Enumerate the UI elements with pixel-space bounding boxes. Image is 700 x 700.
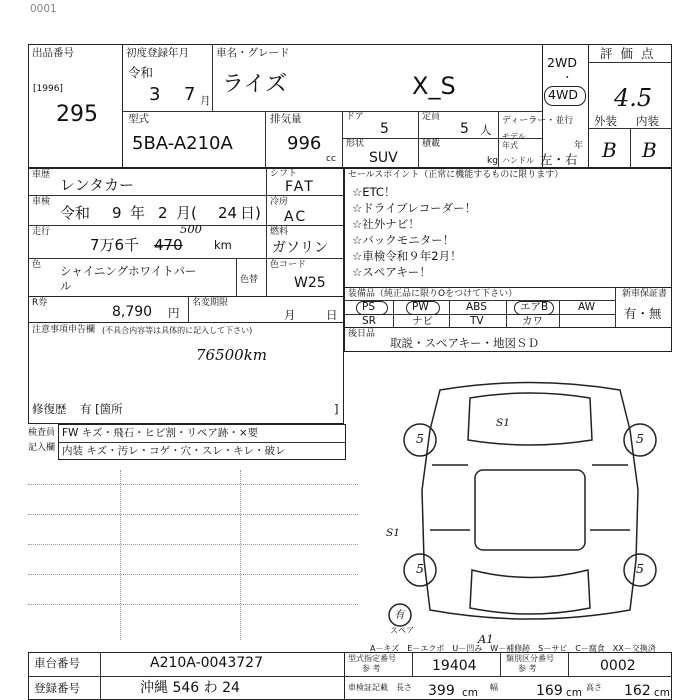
width-unit: cm xyxy=(566,687,583,699)
class-number-label2: 参 考 xyxy=(518,664,537,673)
length-value: 399 xyxy=(428,683,455,699)
repair-label: 修復歴 xyxy=(32,402,67,416)
equip-ps: PS xyxy=(362,301,375,313)
ext-score: B xyxy=(602,138,617,162)
mileage-corrected: 500 xyxy=(180,222,202,236)
sales-point-2: ☆ドライブレコーダー！ xyxy=(352,201,477,215)
height-label: 高さ xyxy=(586,683,602,692)
model-value: 5BA-A210A xyxy=(132,133,233,154)
car-diagram xyxy=(380,370,680,650)
repair-bracket: ] xyxy=(334,402,339,416)
ac-label: 冷房 xyxy=(270,197,289,207)
damage-legend: A－キズ E－エクボ U－凹み W－補修跡 S－サビ C－腐食 XX－交換済 xyxy=(370,644,656,653)
name-change-label: 名変期限 xyxy=(192,298,229,308)
first-reg-year: 3 xyxy=(149,84,161,105)
sales-point-5: ☆車検令和９年2月！ xyxy=(352,249,462,263)
inspection-month: 2 xyxy=(158,204,168,222)
doors-label: ドア xyxy=(346,112,364,122)
equip-tv: TV xyxy=(470,315,484,327)
inspector-row-1: FW キズ・飛石・ヒビ割・リペア跡・×要 xyxy=(62,427,259,439)
ac-value: AC xyxy=(284,209,308,225)
registration-value: 沖縄 546 わ 24 xyxy=(140,680,240,696)
spare-yes: 有 xyxy=(394,609,405,621)
equip-airbag: エアB xyxy=(520,301,549,313)
equipment-label: 装備品（純正品に限りOをつけて下さい） xyxy=(348,289,518,299)
capacity-value: 5 xyxy=(460,121,469,137)
equip-sr: SR xyxy=(362,315,376,327)
type-designation-value: 19404 xyxy=(432,658,477,674)
fuel-value: ガソリン xyxy=(272,240,328,256)
mileage-unit: km xyxy=(214,238,232,252)
mark-side-s1: S1 xyxy=(386,527,400,539)
car-grade: X_S xyxy=(412,72,456,100)
score-label: 評 価 点 xyxy=(600,46,656,61)
notes-sub: (不具合内容等は具体的に記入して下さい) xyxy=(102,326,253,335)
class-number-label1: 類別区分番号 xyxy=(506,654,554,663)
history-value: レンタカー xyxy=(60,176,135,194)
car-name-label: 車名・グレード xyxy=(216,47,290,59)
handle-value: 左・右 xyxy=(540,152,578,167)
tire-rear-right: 5 xyxy=(636,561,644,576)
displacement-unit: cc xyxy=(326,154,336,164)
type-designation-label2: 参 考 xyxy=(362,664,381,673)
height-value: 162 xyxy=(624,683,651,699)
chassis-value: A210A-0043727 xyxy=(150,655,263,671)
score-value: 4.5 xyxy=(614,84,653,112)
length-unit: cm xyxy=(462,687,479,699)
lot-label: 出品番号 xyxy=(32,47,74,59)
warranty-value: 有・無 xyxy=(624,306,662,321)
first-reg-month-unit: 月 xyxy=(200,95,211,107)
displacement-label: 排気量 xyxy=(270,113,302,125)
equip-abs: ABS xyxy=(466,301,487,313)
type-designation-label1: 型式指定番号 xyxy=(348,654,396,663)
sales-point-3: ☆社外ナビ！ xyxy=(352,217,420,231)
height-unit: cm xyxy=(654,687,671,699)
first-reg-era: 令和 xyxy=(128,65,154,80)
dealer-label: ディーラー・並行 xyxy=(502,116,574,126)
shape-label: 形状 xyxy=(346,139,365,149)
repair-value: 有 [箇所 xyxy=(80,402,123,416)
car-name: ライズ xyxy=(222,72,288,97)
chassis-label: 車台番号 xyxy=(34,656,80,670)
color-value-2: ル xyxy=(60,279,72,293)
color-change-label: 色替 xyxy=(240,275,259,285)
recycle-label: R券 xyxy=(32,298,48,308)
color-value-1: シャイニングホワイトパー xyxy=(60,264,197,278)
inspection-label: 車検 xyxy=(32,197,51,207)
warranty-label: 新車保証書 xyxy=(622,289,668,299)
inspection-year-unit: 年 xyxy=(130,204,146,222)
after-value: 取説・スペアキー・地図ＳＤ xyxy=(390,336,540,350)
inspection-year: 9 xyxy=(112,204,122,222)
tire-front-right: 5 xyxy=(636,431,644,446)
sheet-mark: 0001 xyxy=(30,3,57,15)
sales-points-label: セールスポイント（正常に機能するものに限ります） xyxy=(348,170,564,180)
equip-pw: PW xyxy=(412,301,429,313)
displacement-value: 996 xyxy=(287,133,322,154)
lot-year: [1996] xyxy=(33,84,63,94)
equip-leather: カワ xyxy=(522,315,543,327)
sales-point-1: ☆ETC！ xyxy=(352,185,396,199)
capacity-label: 定員 xyxy=(422,112,441,122)
load-unit: kg xyxy=(487,156,498,166)
notes-label: 注意事項申告欄 xyxy=(32,325,96,335)
load-label: 積載 xyxy=(422,139,441,149)
int-label: 内装 xyxy=(636,114,659,128)
mark-front-s1: S1 xyxy=(496,417,510,429)
inspector-row-2: 内装 キズ・汚レ・コゲ・穴・スレ・キレ・破レ xyxy=(62,445,286,457)
shift-value: FAT xyxy=(285,179,315,195)
sales-point-6: ☆スペアキー！ xyxy=(352,265,431,279)
tire-front-left: 5 xyxy=(416,431,424,446)
name-change-day: 日 xyxy=(326,308,338,322)
sales-point-4: ☆バックモニター！ xyxy=(352,233,455,247)
notes-handwritten: 76500km xyxy=(196,346,268,364)
fuel-label: 燃料 xyxy=(270,227,289,237)
ext-label: 外装 xyxy=(594,114,617,128)
name-change-month: 月 xyxy=(284,308,296,322)
mileage-struck: 470 xyxy=(154,236,183,254)
spare-label: スペア xyxy=(390,626,414,635)
capacity-unit: 人 xyxy=(480,123,492,137)
drive-2wd: 2WD xyxy=(547,55,577,70)
dims-label: 車検証記載 xyxy=(348,683,388,692)
tire-rear-left: 5 xyxy=(416,561,424,576)
model-year-label1: モデル xyxy=(502,132,526,141)
inspection-day: 24 xyxy=(218,204,238,222)
drive-4wd: 4WD xyxy=(548,87,578,102)
int-score: B xyxy=(642,138,657,162)
equip-aw: AW xyxy=(578,301,595,313)
length-label: 長さ xyxy=(396,683,412,692)
after-label: 後日品 xyxy=(348,329,376,339)
width-label: 幅 xyxy=(490,683,498,692)
color-code-value: W25 xyxy=(294,275,326,291)
color-label: 色 xyxy=(32,260,42,270)
handle-label: ハンドル xyxy=(502,156,534,165)
equip-navi: ナビ xyxy=(412,315,433,327)
inspector-label-1: 検査員 xyxy=(28,428,56,438)
first-reg-month: 7 xyxy=(184,84,196,105)
recycle-value: 8,790 xyxy=(112,304,153,320)
width-value: 169 xyxy=(536,683,563,699)
color-code-label: 色コード xyxy=(270,260,307,270)
inspector-label-2: 記入欄 xyxy=(28,443,56,453)
mileage-label: 走行 xyxy=(32,227,51,237)
first-reg-label: 初度登録年月 xyxy=(126,47,189,59)
model-label: 型式 xyxy=(128,113,149,125)
shift-label: シフト xyxy=(270,169,298,179)
shape-value: SUV xyxy=(369,150,398,166)
mark-rear-a1: A1 xyxy=(478,632,494,646)
model-year-unit: 年 xyxy=(574,141,584,151)
inspection-day-unit: 日) xyxy=(240,204,261,222)
drive-dot: ・ xyxy=(562,72,573,84)
inspection-month-unit: 月( xyxy=(176,204,197,222)
registration-label: 登録番号 xyxy=(34,681,80,695)
doors-value: 5 xyxy=(380,121,389,137)
class-number-value: 0002 xyxy=(600,658,636,674)
inspection-era: 令和 xyxy=(60,204,91,222)
recycle-unit: 円 xyxy=(168,306,180,320)
lot-number: 295 xyxy=(56,102,98,127)
history-label: 車歴 xyxy=(32,170,51,180)
model-year-label2: 年式 xyxy=(502,141,518,150)
mileage-prefix: 7万6千 xyxy=(90,236,140,254)
